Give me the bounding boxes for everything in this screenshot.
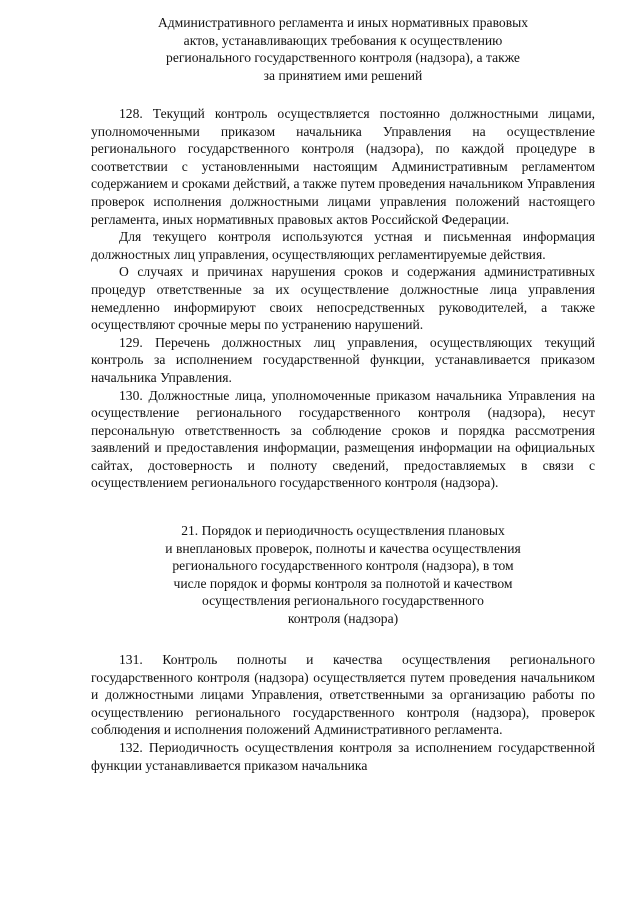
header-heading <box>91 14 595 84</box>
paragraph-128: 128. Текущий контроль осуществляется постоянно должностными лицами, уполномоченными приказом начальника Управления на осуществление регионального государственного контроля (надзора), по каждой процедуре в соответствии с установленными настоящим Административным регламентом содержанием и сроками действий, а также путем проведения начальником Управления проверок исполнения должностными лицами управления положений настоящего регламента, иных нормативных правовых актов Российской Федерации. <box>91 106 595 227</box>
paragraph-129: 129. Перечень должностных лиц управления, осуществляющих текущий контроль за исполнением государственной функции, устанавливается приказом начальника Управления. <box>91 334 595 385</box>
section-21-heading <box>91 522 595 627</box>
section-heading-line: 21. Порядок и периодичность осуществления плановых <box>181 523 505 539</box>
paragraph-violations: О случаях и причинах нарушения сроков и содержания административных процедур ответственные за их осуществление должностные лица управления немедленно информируют своих непосредственных руководителей, а также осуществляют срочные меры по устранению нарушений. <box>91 264 595 333</box>
header-line: Административного регламента и иных нормативных правовых <box>157 15 529 30</box>
header-line: за принятием ими решений <box>263 67 423 83</box>
section-heading-line: осуществления регионального государственного <box>202 593 484 609</box>
document-page <box>91 14 595 774</box>
section-heading-line: регионального государственного контроля (надзора), в том <box>172 558 514 574</box>
spacer <box>91 492 595 522</box>
header-line: актов, устанавливающих требования к осуществлению <box>183 32 503 48</box>
section-heading-line: числе порядок и формы контроля за полнотой и качеством <box>173 575 513 591</box>
paragraph-131: 131. Контроль полноты и качества осуществления регионального государственного контроля (надзора) осуществляется путем проведения начальником и должностными лицами Управления, ответственными за организацию работы по осуществлению регионального государственного контроля (надзора), проверок соблюдения и исполнения положений Административного регламента. <box>91 652 595 738</box>
section-heading-line: и внеплановых проверок, полноты и качества осуществления <box>165 540 521 556</box>
paragraph-current-control-info: Для текущего контроля используются устная и письменная информация должностных лиц управления, осуществляющих регламентируемые действия. <box>91 229 595 262</box>
spacer <box>91 627 595 651</box>
header-line: регионального государственного контроля (надзора), а также <box>166 50 520 65</box>
spacer <box>91 84 595 105</box>
paragraph-132: 132. Периодичность осуществления контроля за исполнением государственной функции устанавливается приказом начальника <box>91 740 595 773</box>
paragraph-130: 130. Должностные лица, уполномоченные приказом начальника Управления на осуществление регионального государственного контроля (надзора), несут персональную ответственность за соблюдение сроков и порядка рассмотрения заявлений и предоставления информации, размещения информации на официальных сайтах, достоверность и полноту сведений, предоставляемых в связи с осуществлением регионального государственного контроля (надзора). <box>91 387 595 491</box>
section-heading-line: контроля (надзора) <box>287 610 399 626</box>
